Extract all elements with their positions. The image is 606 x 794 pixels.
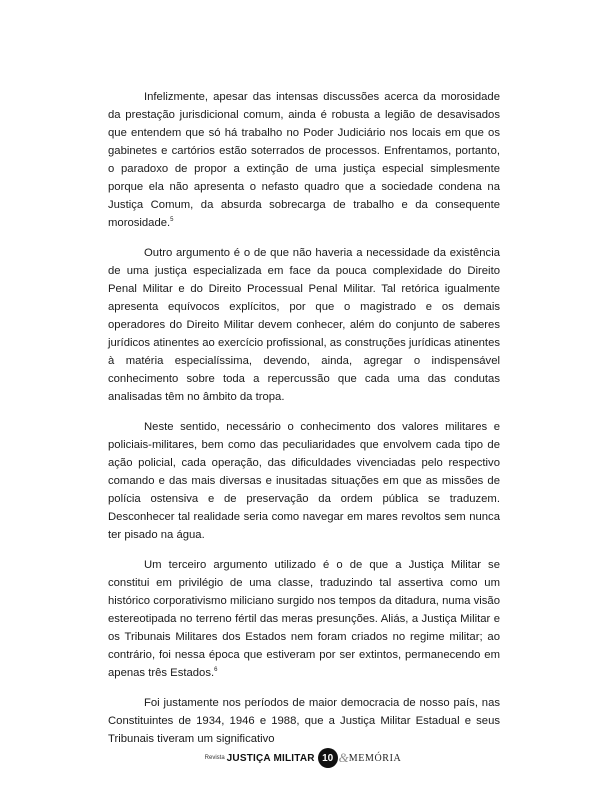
paragraph: Um terceiro argumento utilizado é o de que a Justiça Militar se constitui em privilégio de uma classe, traduzindo tal assertiva como um histórico corporativismo miliciano surgido nos tempos da ditadura, numa visão estereotipada no terreno fértil das meras presunções. Aliás, a Justiça Militar e os Tribunais Militares dos Estados nem foram criados no regime militar; ao contrário, foi nessa época que estiveram por ser extintos, permanecendo em apenas três Estados.$^6$ [108, 559, 500, 679]
footnote-ref[interactable]: 6 [214, 667, 218, 673]
footnote-ref[interactable]: 5 [170, 217, 174, 223]
footer-memoria: MEMÓRIA [348, 752, 402, 764]
footer-prefix: Revista [204, 755, 225, 761]
article-body [108, 88, 500, 760]
ampersand-icon: & [338, 750, 349, 765]
paragraph: Infelizmente, apesar das intensas discussões acerca da morosidade da prestação jurisdicional comum, ainda é robusta a legião de desavisados que entendem que só há trabalho no Poder Judiciário nos locais em que os gabinetes e cartórios estão soterrados de processos. Enfrentamos, portanto, o paradoxo de propor a extinção de uma justiça especial simplesmente porque ela não apresenta o nefasto quadro que a sociedade condena na Justiça Comum, da absurda sobrecarga de trabalho e da consequente morosidade.$^5$ [108, 91, 500, 229]
footer-brand: JUSTIÇA MILITAR [226, 752, 315, 764]
footer-logo [205, 748, 402, 768]
page-footer [0, 746, 606, 770]
page-number: 10 [318, 748, 338, 768]
paragraph: Outro argumento é o de que não haveria a necessidade da existência de uma justiça especializada em face da pouca complexidade do Direito Penal Militar e do Direito Processual Penal Militar. Tal retórica igualmente apresenta equívocos explícitos, por que o magistrado e os demais operadores do Direito Militar devem conhecer, além do conjunto de saberes jurídicos atinentes ao exercício profissional, as construções jurídicas atinentes à matéria especialíssima, devendo, ainda, agregar o indispensável conhecimento sobre toda a repercussão que cada uma das condutas analisadas têm no âmbito da tropa. [108, 247, 500, 403]
paragraph: Neste sentido, necessário o conhecimento dos valores militares e policiais-militares, bem como das peculiaridades que envolvem cada tipo de ação policial, cada operação, das dificuldades vivenciadas pelo respectivo comando e das mais diversas e inusitadas situações em que as missões de polícia ostensiva e de preservação da ordem pública se traduzem. Desconhecer tal realidade seria como navegar em mares revoltos sem nunca ter pisado na água. [108, 421, 500, 541]
paragraph: Foi justamente nos períodos de maior democracia de nosso país, nas Constituintes de 1934, 1946 e 1988, que a Justiça Militar Estadual e seus Tribunais tiveram um significativo [108, 697, 500, 745]
